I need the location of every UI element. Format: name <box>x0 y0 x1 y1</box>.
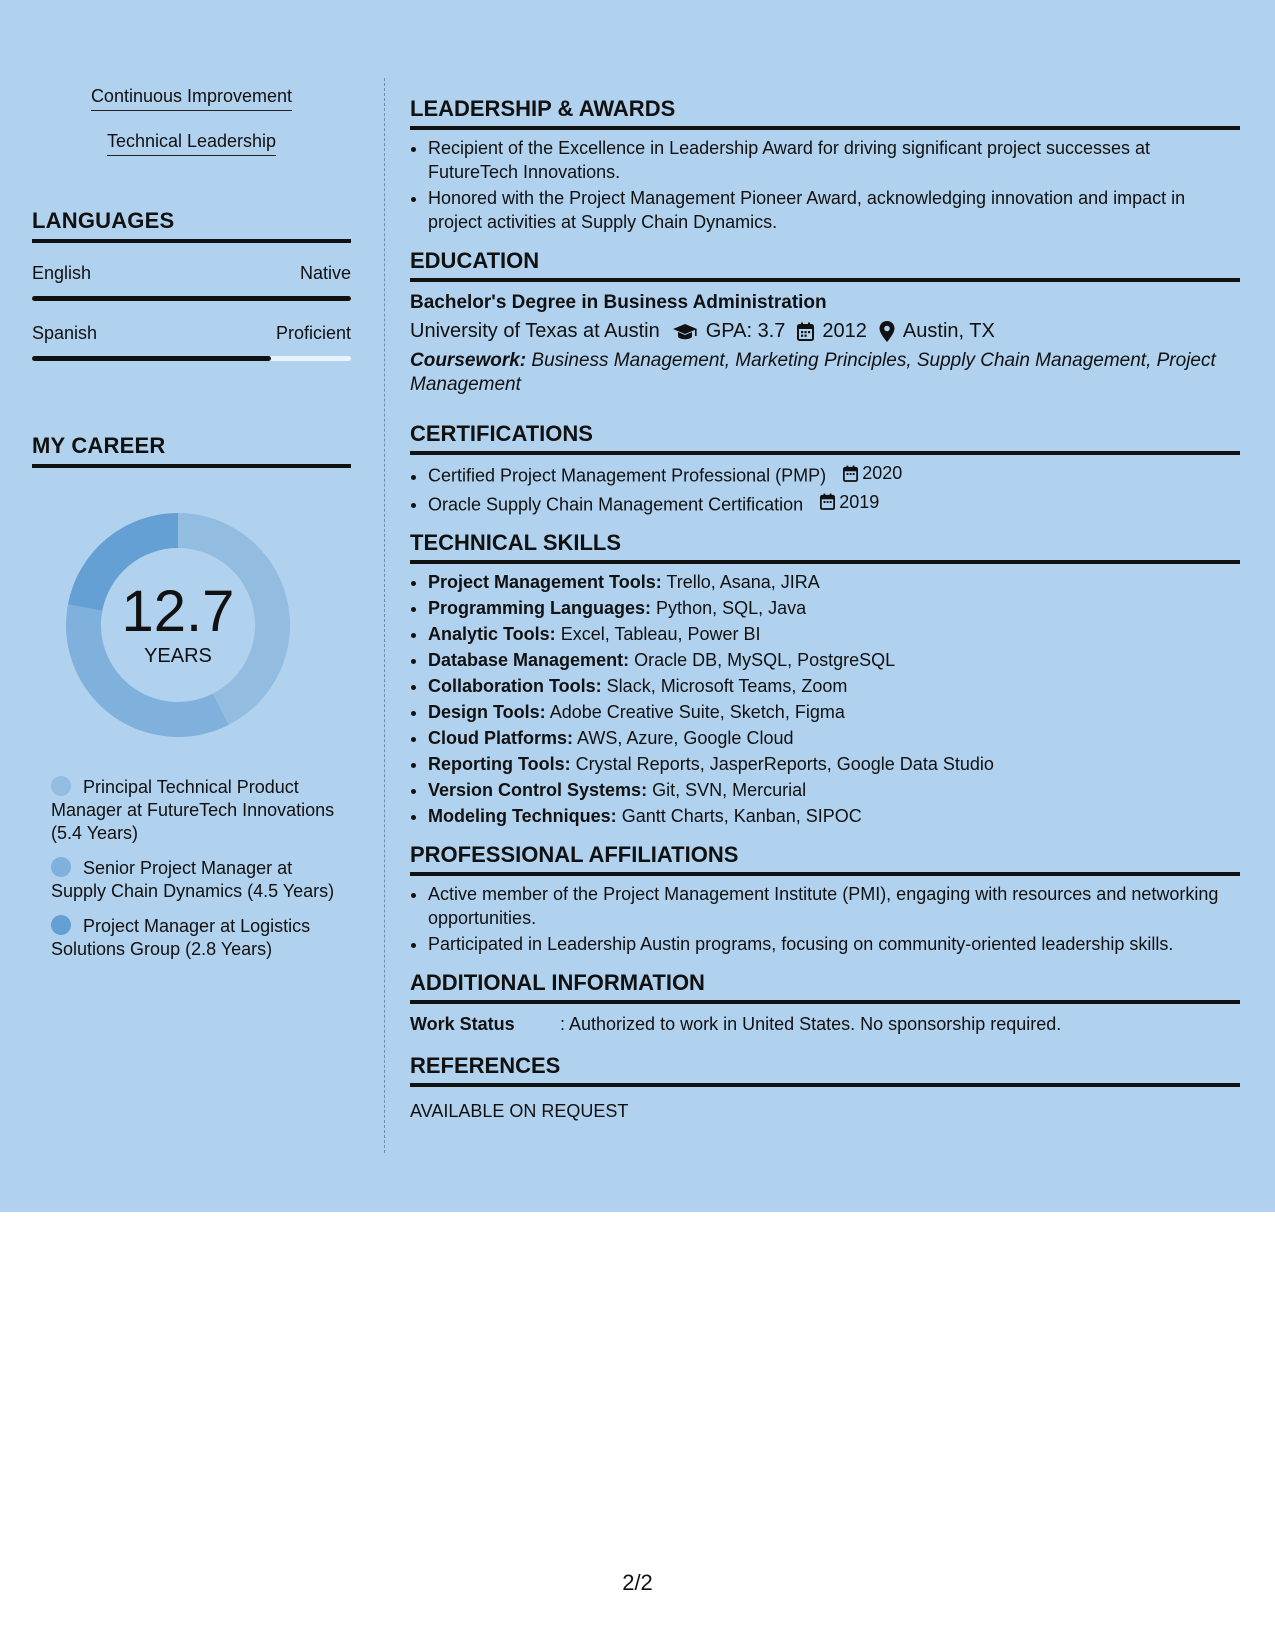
career-total-unit: YEARS <box>144 644 212 667</box>
work-status-value: : Authorized to work in United States. No sponsorship required. <box>560 1014 1062 1034</box>
additional-info-section <box>410 970 1240 1035</box>
calendar-icon <box>797 322 814 341</box>
certification-name: Certified Project Management Professional (PMP) <box>428 465 827 486</box>
language-level: Native <box>299 263 351 283</box>
skill-value: Crystal Reports, JasperReports, Google Data Studio <box>575 754 994 774</box>
career-legend <box>32 776 351 961</box>
leadership-heading: LEADERSHIP & AWARDS <box>410 96 1240 130</box>
language-proficiency-bar <box>32 296 351 301</box>
certification-year: 2019 <box>839 491 880 512</box>
skill-label: Database Management: <box>428 650 630 670</box>
career-donut-chart <box>63 510 293 740</box>
education-gpa: GPA: 3.7 <box>705 320 786 342</box>
technical-skill-item <box>428 648 1240 672</box>
work-status-label: Work Status <box>410 1014 515 1034</box>
affiliation-item: • Active member of the Project Management Institute (PMI), engaging with resources and networking opportunities. <box>428 882 1240 930</box>
career-heading: MY CAREER <box>32 433 351 468</box>
skill-label: Modeling Techniques: <box>428 806 617 826</box>
coursework-list: Business Management, Marketing Principles, Supply Chain Management, Project Management <box>410 350 1216 395</box>
language-name: Spanish <box>32 323 98 343</box>
legend-dot-icon <box>51 857 71 877</box>
language-item <box>32 323 351 361</box>
education-school: University of Texas at Austin <box>410 320 660 342</box>
language-proficiency-bar <box>32 356 351 361</box>
skill-value: Oracle DB, MySQL, PostgreSQL <box>634 650 896 670</box>
language-proficiency-fill <box>32 296 351 301</box>
work-status <box>410 1014 1240 1035</box>
technical-skills-heading: TECHNICAL SKILLS <box>410 530 1240 564</box>
skill-label: Analytic Tools: <box>428 624 556 644</box>
certification-year: 2020 <box>862 463 903 483</box>
skill-value: Adobe Creative Suite, Sketch, Figma <box>549 702 845 722</box>
education-heading: EDUCATION <box>410 248 1240 282</box>
skill-label: Reporting Tools: <box>428 754 571 774</box>
legend-dot-icon <box>51 776 71 796</box>
coursework-label: Coursework: <box>410 350 527 371</box>
education-meta <box>410 320 1240 343</box>
skill-value: Gantt Charts, Kanban, SIPOC <box>621 806 862 826</box>
education-location: Austin, TX <box>902 320 995 342</box>
left-column <box>32 86 351 973</box>
certifications-section <box>410 421 1240 516</box>
skill-label: Project Management Tools: <box>428 572 662 592</box>
certification-item <box>428 461 1240 488</box>
career-legend-text: Project Manager at Logistics Solutions Group (2.8 Years) <box>51 916 311 959</box>
affiliations-section <box>410 842 1240 956</box>
education-section <box>410 248 1240 397</box>
career-legend-item <box>51 857 351 903</box>
technical-skill-item <box>428 700 1240 724</box>
technical-skill-item <box>428 622 1240 646</box>
certification-name: Oracle Supply Chain Management Certification <box>428 494 804 514</box>
education-degree: Bachelor's Degree in Business Administration <box>410 292 827 313</box>
technical-skill-item <box>428 596 1240 620</box>
technical-skill-item <box>428 778 1240 802</box>
skill-value: Slack, Microsoft Teams, Zoom <box>606 676 848 696</box>
leadership-item: • Recipient of the Excellence in Leadership Award for driving significant project successes at FutureTech Innovations. <box>428 136 1240 184</box>
skill-value: Git, SVN, Mercurial <box>652 780 807 800</box>
calendar-icon <box>843 465 858 482</box>
career-legend-item <box>51 776 351 845</box>
skill-value: Excel, Tableau, Power BI <box>560 624 761 644</box>
references-section <box>410 1053 1240 1122</box>
leadership-item: • Honored with the Project Management Pioneer Award, acknowledging innovation and impact in project activities at Supply Chain Dynamics. <box>428 186 1240 234</box>
language-proficiency-fill <box>32 356 271 361</box>
skill-value: AWS, Azure, Google Cloud <box>577 728 794 748</box>
technical-skill-item <box>428 726 1240 750</box>
page-number: 2/2 <box>622 1570 653 1595</box>
technical-skill-item <box>428 570 1240 594</box>
language-level: Proficient <box>275 323 351 343</box>
career-legend-text: Principal Technical Product Manager at FutureTech Innovations (5.4 Years) <box>51 777 335 843</box>
language-item <box>32 263 351 301</box>
education-year: 2012 <box>822 320 867 342</box>
education-coursework <box>410 349 1240 397</box>
technical-skill-item <box>428 674 1240 698</box>
column-divider <box>384 78 385 1153</box>
references-heading: REFERENCES <box>410 1053 1240 1087</box>
technical-skill-item <box>428 804 1240 828</box>
affiliation-item: • Participated in Leadership Austin programs, focusing on community-oriented leadership skills. <box>428 932 1240 956</box>
technical-skill-item <box>428 752 1240 776</box>
leadership-section <box>410 96 1240 234</box>
right-column <box>410 96 1240 1136</box>
skill-tag: Technical Leadership <box>107 131 276 156</box>
references-text: AVAILABLE ON REQUEST <box>410 1101 629 1121</box>
skill-label: Cloud Platforms: <box>428 728 574 748</box>
skill-value: Trello, Asana, JIRA <box>666 572 820 592</box>
career-total-years: 12.7 <box>121 578 235 644</box>
skill-label: Programming Languages: <box>428 598 652 618</box>
skill-label: Version Control Systems: <box>428 780 648 800</box>
certifications-heading: CERTIFICATIONS <box>410 421 1240 455</box>
skill-label: Collaboration Tools: <box>428 676 602 696</box>
career-legend-item <box>51 915 351 961</box>
location-pin-icon <box>879 321 895 342</box>
skill-tag: Continuous Improvement <box>91 86 292 111</box>
legend-dot-icon <box>51 915 71 935</box>
affiliations-heading: PROFESSIONAL AFFILIATIONS <box>410 842 1240 876</box>
calendar-icon <box>820 493 835 510</box>
skill-value: Python, SQL, Java <box>656 598 807 618</box>
additional-info-heading: ADDITIONAL INFORMATION <box>410 970 1240 1004</box>
languages-heading: LANGUAGES <box>32 208 351 243</box>
career-legend-text: Senior Project Manager at Supply Chain Dynamics (4.5 Years) <box>51 858 335 901</box>
technical-skills-section <box>410 530 1240 828</box>
skill-label: Design Tools: <box>428 702 546 722</box>
certification-item <box>428 490 1240 517</box>
language-name: English <box>32 263 92 283</box>
graduation-cap-icon <box>672 323 698 341</box>
